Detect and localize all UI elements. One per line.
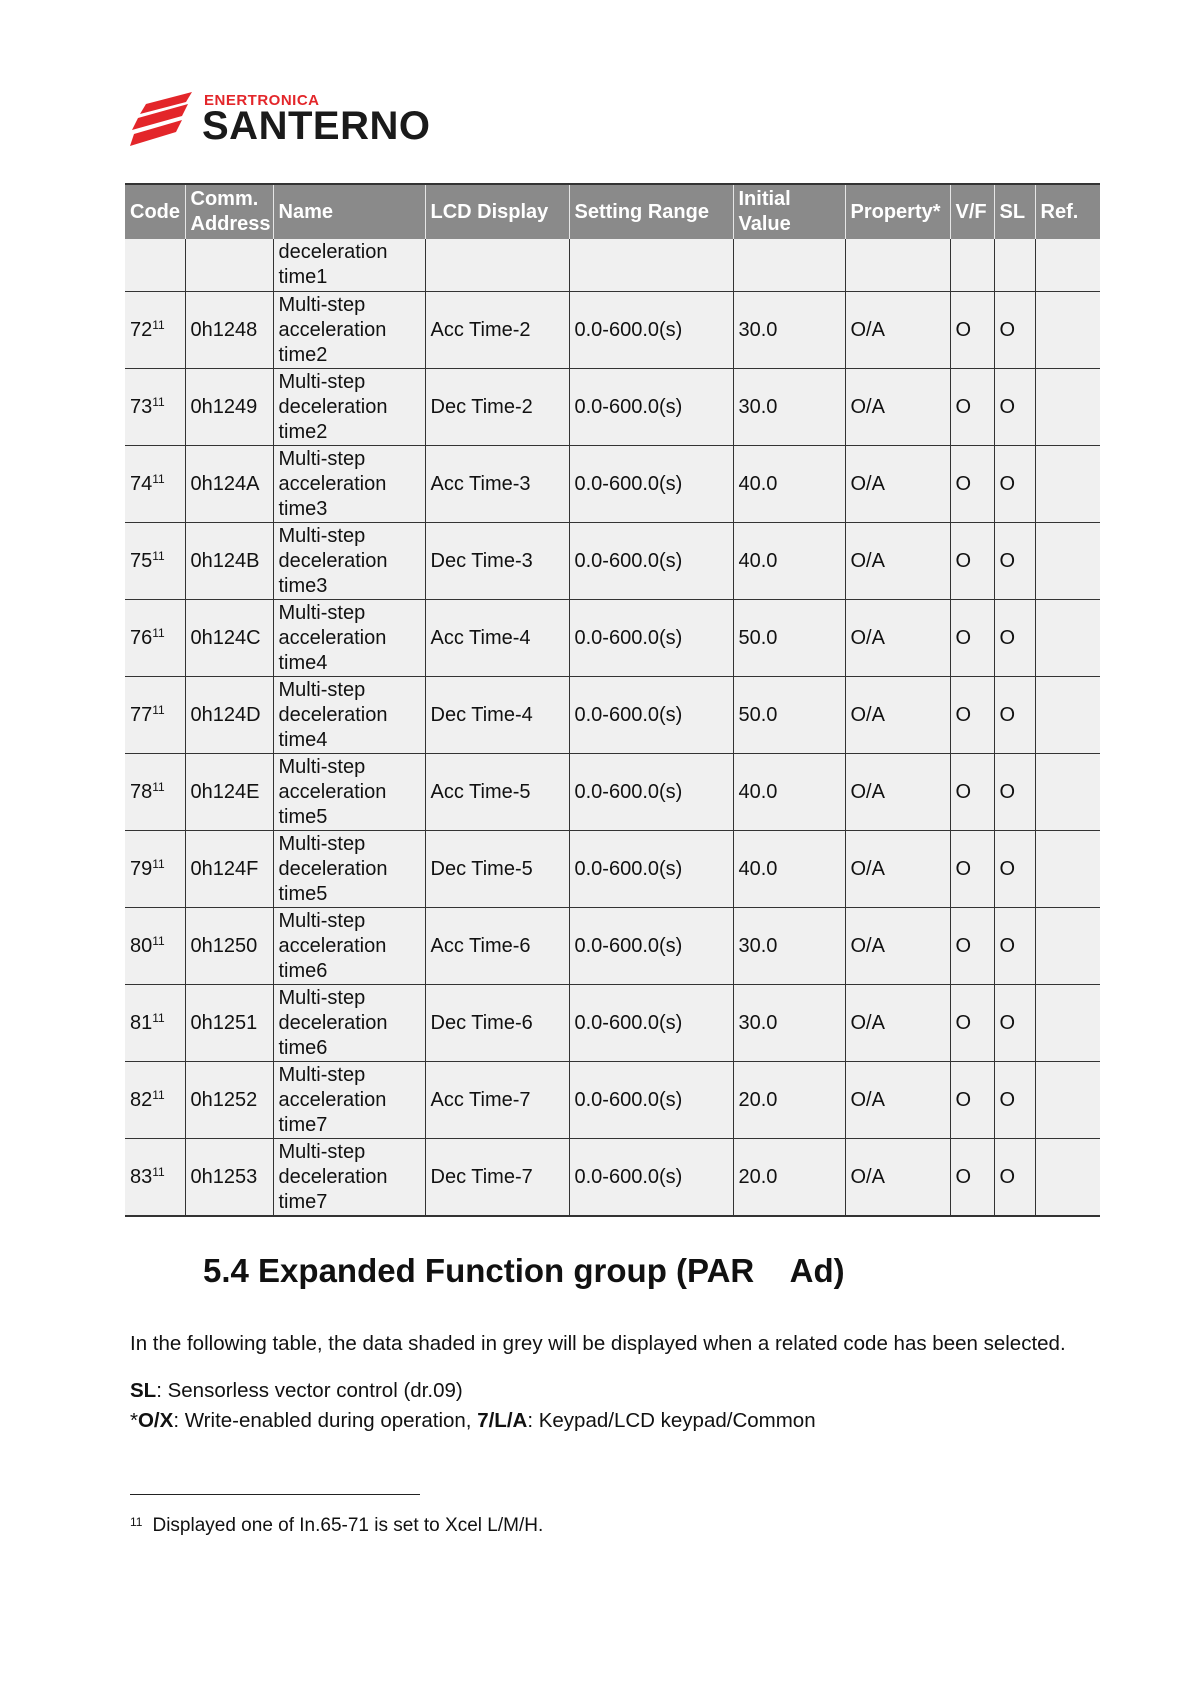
table-row: [125, 985, 1100, 1062]
sl-cell: O: [994, 446, 1035, 523]
initial-cell: 50.0: [733, 677, 845, 754]
sl-cell: O: [994, 1062, 1035, 1139]
vf-cell: O: [950, 908, 994, 985]
header-name: Name: [273, 184, 425, 239]
lcd-cell: Dec Time-4: [425, 677, 569, 754]
sl-cell: O: [994, 292, 1035, 369]
header-vf: V/F: [950, 184, 994, 239]
footnote-divider: [130, 1494, 420, 1495]
initial-cell: 40.0: [733, 446, 845, 523]
parameter-table: [125, 183, 1100, 1217]
address-cell: 0h124C: [185, 600, 273, 677]
header-sl: SL: [994, 184, 1035, 239]
name-cell: Multi-step acceleration time7: [273, 1062, 425, 1139]
address-cell: 0h124F: [185, 831, 273, 908]
address-cell: 0h124E: [185, 754, 273, 831]
range-cell: 0.0-600.0(s): [569, 831, 733, 908]
header-property: Property*: [845, 184, 950, 239]
code-cell: $79^{11}$: [125, 831, 185, 908]
sl-cell: O: [994, 600, 1035, 677]
initial-cell: 20.0: [733, 1062, 845, 1139]
property-cell: O/A: [845, 831, 950, 908]
vf-cell: O: [950, 446, 994, 523]
logo-tagline: ENERTRONICA: [204, 92, 320, 109]
name-cell: deceleration time1: [273, 239, 425, 292]
range-cell: 0.0-600.0(s): [569, 985, 733, 1062]
address-cell: 0h124B: [185, 523, 273, 600]
property-cell: O/A: [845, 1062, 950, 1139]
vf-cell: O: [950, 831, 994, 908]
header-ref: Ref.: [1035, 184, 1100, 239]
initial-cell: 40.0: [733, 831, 845, 908]
range-cell: 0.0-600.0(s): [569, 1139, 733, 1217]
table-row: [125, 831, 1100, 908]
property-cell: O/A: [845, 600, 950, 677]
ref-cell: [1035, 754, 1100, 831]
code-cell: $75^{11}$: [125, 523, 185, 600]
vf-cell: O: [950, 985, 994, 1062]
name-cell: Multi-step deceleration time2: [273, 369, 425, 446]
property-cell: O/A: [845, 677, 950, 754]
vf-cell: O: [950, 1062, 994, 1139]
lcd-cell: Dec Time-2: [425, 369, 569, 446]
table-row: [125, 754, 1100, 831]
sl-cell: O: [994, 754, 1035, 831]
name-cell: Multi-step deceleration time6: [273, 985, 425, 1062]
ref-cell: [1035, 292, 1100, 369]
initial-cell: 50.0: [733, 600, 845, 677]
code-cell: $77^{11}$: [125, 677, 185, 754]
table-row: [125, 908, 1100, 985]
header-setting-range: Setting Range: [569, 184, 733, 239]
property-cell: O/A: [845, 292, 950, 369]
name-cell: Multi-step deceleration time3: [273, 523, 425, 600]
table-row: [125, 677, 1100, 754]
table-row: [125, 1139, 1100, 1217]
lcd-cell: Acc Time-2: [425, 292, 569, 369]
property-cell: O/A: [845, 754, 950, 831]
lcd-cell: Dec Time-6: [425, 985, 569, 1062]
header-lcd-display: LCD Display: [425, 184, 569, 239]
name-cell: Multi-step deceleration time4: [273, 677, 425, 754]
sl-cell: O: [994, 677, 1035, 754]
sl-cell: O: [994, 908, 1035, 985]
vf-cell: O: [950, 369, 994, 446]
code-cell: $80^{11}$: [125, 908, 185, 985]
header-comm-address: Comm. Address: [185, 184, 273, 239]
address-cell: 0h1250: [185, 908, 273, 985]
initial-cell: 30.0: [733, 369, 845, 446]
code-cell: $82^{11}$: [125, 1062, 185, 1139]
table-row: [125, 369, 1100, 446]
property-cell: O/A: [845, 908, 950, 985]
vf-cell: O: [950, 754, 994, 831]
intro-paragraph: In the following table, the data shaded in grey will be displayed when a related code has been selected.: [130, 1332, 1066, 1355]
ref-cell: [1035, 446, 1100, 523]
initial-cell: 30.0: [733, 908, 845, 985]
range-cell: 0.0-600.0(s): [569, 908, 733, 985]
ref-cell: [1035, 369, 1100, 446]
address-cell: 0h1253: [185, 1139, 273, 1217]
range-cell: 0.0-600.0(s): [569, 369, 733, 446]
name-cell: Multi-step acceleration time4: [273, 600, 425, 677]
ref-cell: [1035, 831, 1100, 908]
vf-cell: O: [950, 677, 994, 754]
initial-cell: 40.0: [733, 754, 845, 831]
lcd-cell: Acc Time-6: [425, 908, 569, 985]
property-cell: O/A: [845, 369, 950, 446]
name-cell: Multi-step acceleration time5: [273, 754, 425, 831]
range-cell: 0.0-600.0(s): [569, 446, 733, 523]
table-row: [125, 523, 1100, 600]
santerno-stripes-icon: [130, 90, 200, 148]
property-legend: *O/X: Write-enabled during operation, 7/L/A: Keypad/LCD keypad/Common: [130, 1409, 816, 1432]
code-cell: $78^{11}$: [125, 754, 185, 831]
range-cell: 0.0-600.0(s): [569, 677, 733, 754]
table-row: [125, 446, 1100, 523]
code-cell: $83^{11}$: [125, 1139, 185, 1217]
table-row-continued: [125, 239, 1100, 292]
address-cell: 0h1252: [185, 1062, 273, 1139]
name-cell: Multi-step acceleration time3: [273, 446, 425, 523]
santerno-logo: [130, 90, 440, 150]
ref-cell: [1035, 985, 1100, 1062]
sl-legend: SL: Sensorless vector control (dr.09): [130, 1379, 463, 1402]
logo-wordmark: SANTERNO: [202, 104, 431, 148]
lcd-cell: Dec Time-5: [425, 831, 569, 908]
lcd-cell: Acc Time-7: [425, 1062, 569, 1139]
table-row: [125, 292, 1100, 369]
table-header-row: [125, 184, 1100, 239]
header-initial-value: Initial Value: [733, 184, 845, 239]
lcd-cell: Dec Time-3: [425, 523, 569, 600]
property-cell: O/A: [845, 523, 950, 600]
sl-cell: O: [994, 369, 1035, 446]
lcd-cell: Acc Time-4: [425, 600, 569, 677]
range-cell: 0.0-600.0(s): [569, 754, 733, 831]
address-cell: 0h1251: [185, 985, 273, 1062]
lcd-cell: Acc Time-3: [425, 446, 569, 523]
name-cell: Multi-step acceleration time2: [273, 292, 425, 369]
table-row: [125, 1062, 1100, 1139]
vf-cell: O: [950, 1139, 994, 1217]
lcd-cell: Acc Time-5: [425, 754, 569, 831]
property-cell: O/A: [845, 446, 950, 523]
code-cell: $74^{11}$: [125, 446, 185, 523]
sl-cell: O: [994, 1139, 1035, 1217]
vf-cell: O: [950, 523, 994, 600]
address-cell: 0h124A: [185, 446, 273, 523]
range-cell: 0.0-600.0(s): [569, 292, 733, 369]
ref-cell: [1035, 523, 1100, 600]
address-cell: 0h124D: [185, 677, 273, 754]
name-cell: Multi-step acceleration time6: [273, 908, 425, 985]
sl-cell: O: [994, 523, 1035, 600]
ref-cell: [1035, 1062, 1100, 1139]
lcd-cell: Dec Time-7: [425, 1139, 569, 1217]
vf-cell: O: [950, 600, 994, 677]
ref-cell: [1035, 600, 1100, 677]
sl-cell: O: [994, 831, 1035, 908]
header-code: Code: [125, 184, 185, 239]
initial-cell: 40.0: [733, 523, 845, 600]
ref-cell: [1035, 908, 1100, 985]
table-row: [125, 600, 1100, 677]
vf-cell: O: [950, 292, 994, 369]
code-cell: $81^{11}$: [125, 985, 185, 1062]
code-cell: $76^{11}$: [125, 600, 185, 677]
footnote: $^{11}$ Displayed one of In.65-71 is set to Xcel L/M/H.: [130, 1515, 544, 1536]
initial-cell: 20.0: [733, 1139, 845, 1217]
ref-cell: [1035, 1139, 1100, 1217]
address-cell: 0h1248: [185, 292, 273, 369]
property-cell: O/A: [845, 985, 950, 1062]
range-cell: 0.0-600.0(s): [569, 523, 733, 600]
address-cell: 0h1249: [185, 369, 273, 446]
name-cell: Multi-step deceleration time7: [273, 1139, 425, 1217]
property-cell: O/A: [845, 1139, 950, 1217]
ref-cell: [1035, 677, 1100, 754]
sl-cell: O: [994, 985, 1035, 1062]
code-cell: $72^{11}$: [125, 292, 185, 369]
name-cell: Multi-step deceleration time5: [273, 831, 425, 908]
range-cell: 0.0-600.0(s): [569, 1062, 733, 1139]
initial-cell: 30.0: [733, 292, 845, 369]
range-cell: 0.0-600.0(s): [569, 600, 733, 677]
section-heading: 5.4 Expanded Function group (PAR Ad): [203, 1252, 845, 1289]
initial-cell: 30.0: [733, 985, 845, 1062]
code-cell: $73^{11}$: [125, 369, 185, 446]
